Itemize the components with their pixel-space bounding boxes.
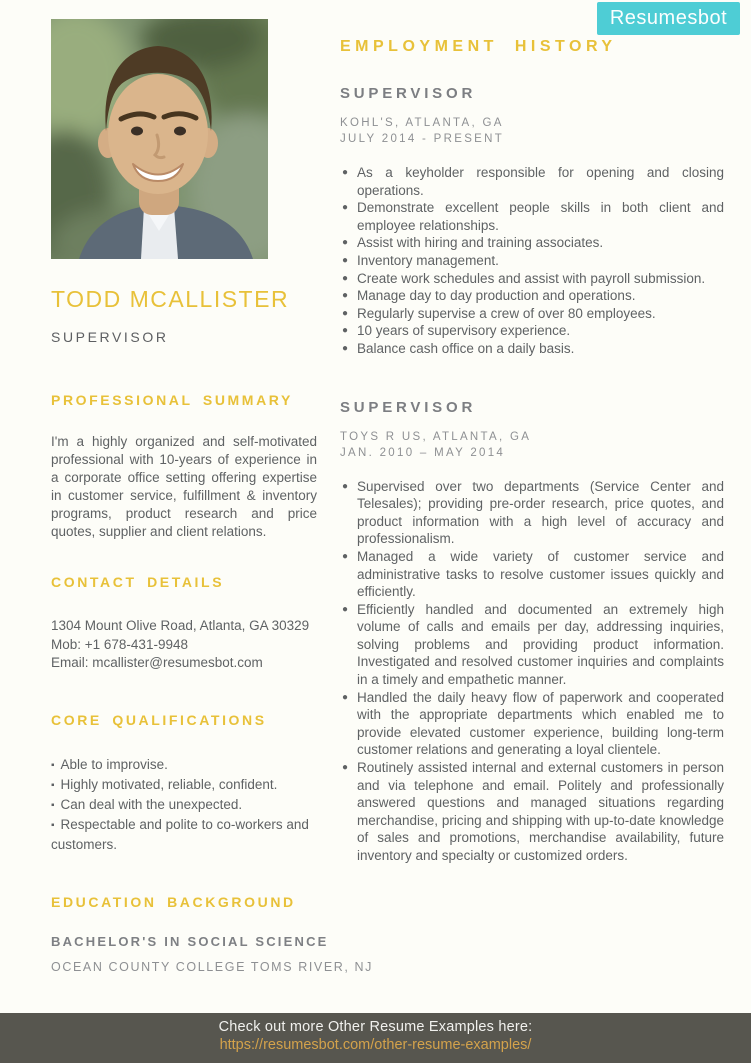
job-bullet-item xyxy=(340,252,724,270)
dot-bullet-icon: ● xyxy=(342,550,349,562)
contact-email: Email: mcallister@resumesbot.com xyxy=(51,655,263,670)
job-bullet-item xyxy=(340,689,724,759)
job-bullet-text: As a keyholder responsible for opening and closing operations. xyxy=(357,165,724,198)
job-entry-toysrus xyxy=(340,399,724,865)
job-bullet-item xyxy=(340,164,724,199)
dot-bullet-icon: ● xyxy=(342,762,349,774)
job-dates: JULY 2014 - PRESENT xyxy=(340,133,505,145)
job-bullet-text: 10 years of supervisory experience. xyxy=(357,323,571,339)
job-bullet-item xyxy=(340,199,724,234)
job-dates: JAN. 2010 – MAY 2014 xyxy=(340,446,506,459)
qualification-text: Highly motivated, reliable, confident. xyxy=(60,776,278,792)
dot-bullet-icon: ● xyxy=(342,272,349,284)
job-meta xyxy=(340,115,724,147)
square-bullet-icon: ▪ xyxy=(51,799,55,811)
dot-bullet-icon: ● xyxy=(342,325,349,337)
contact-address: 1304 Mount Olive Road, Atlanta, GA 30329 xyxy=(51,618,310,633)
section-heading-education-background: EDUCATION BACKGROUND xyxy=(51,893,296,910)
dot-bullet-icon: ● xyxy=(342,202,349,214)
resumesbot-badge: Resumesbot xyxy=(597,2,740,35)
job-bullet-text: Routinely assisted internal and external customers in person and via telephone and email. Politely and professionally answered questions and managed situations regarding merchandise, pricing and shipping with up-to-date knowledge of sales and promotions, merchandise availability, future inventory and specialty or customized orders. xyxy=(357,760,724,863)
job-bullet-text: Regularly supervise a crew of over 80 employees. xyxy=(357,305,656,321)
job-bullet-text: Handled the daily heavy flow of paperwork and cooperated with the appropriate departments which enabled me to provide elevated customer experience, building long-term customer relations and generating a loyal clientele. xyxy=(357,689,724,758)
job-title: SUPERVISOR xyxy=(340,398,477,416)
dot-bullet-icon: ● xyxy=(342,603,349,615)
job-meta xyxy=(340,429,724,461)
section-heading-employment-history: EMPLOYMENT HISTORY xyxy=(340,38,617,55)
job-bullet-item xyxy=(340,478,724,548)
job-bullet-text: Inventory management. xyxy=(357,252,499,268)
summary-text: I'm a highly organized and self-motivated professional with 10-years of experience in a corporate office setting offering expertise in customer service, fulfillment & inventory programs, product research and price quotes, supplier and client relations. xyxy=(51,434,317,539)
section-heading-professional-summary: PROFESSIONAL SUMMARY xyxy=(51,392,293,408)
job-bullet-item xyxy=(340,759,724,865)
square-bullet-icon: ▪ xyxy=(51,819,55,831)
dot-bullet-icon: ● xyxy=(342,480,349,492)
job-bullet-item xyxy=(340,234,724,252)
qualification-item xyxy=(51,816,317,854)
job-bullet-text: Balance cash office on a daily basis. xyxy=(357,340,575,356)
contact-block xyxy=(51,617,317,673)
education-degree: BACHELOR'S IN SOCIAL SCIENCE xyxy=(51,933,329,949)
right-column xyxy=(340,0,724,865)
job-bullet-text: Managed a wide variety of customer service and administrative tasks to resolve customer issues quickly and efficiently. xyxy=(357,548,724,600)
section-heading-contact-details: CONTACT DETAILS xyxy=(51,574,225,590)
job-bullet-list xyxy=(340,164,724,358)
dot-bullet-icon: ● xyxy=(342,691,349,703)
qualifications-list xyxy=(51,756,317,854)
candidate-name: TODD MCALLISTER xyxy=(51,286,290,312)
education-school: OCEAN COUNTY COLLEGE TOMS RIVER, NJ xyxy=(51,959,374,974)
job-bullet-text: Supervised over two departments (Service Center and Telesales); providing pre-order research, price quotes, and product information with a high level of accuracy and professionalism. xyxy=(357,478,724,547)
dot-bullet-icon: ● xyxy=(342,237,349,249)
left-column xyxy=(51,0,374,974)
qualification-item xyxy=(51,796,317,816)
job-bullet-text: Efficiently handled and documented an extremely high volume of calls and emails per day, addressing inquiries, solving problems and providing product information. Investigated and resolved customer inquiries and complaints in a timely and empathetic manner. xyxy=(357,601,724,688)
dot-bullet-icon: ● xyxy=(342,342,349,354)
job-bullet-item xyxy=(340,270,724,288)
job-entry-kohls xyxy=(340,85,724,358)
footer-link[interactable]: https://resumesbot.com/other-resume-examples/ xyxy=(219,1037,532,1053)
portrait-illustration xyxy=(51,19,268,259)
job-bullet-item xyxy=(340,340,724,358)
job-bullet-item xyxy=(340,305,724,323)
job-company: KOHL'S, ATLANTA, GA xyxy=(340,117,504,129)
job-bullet-item xyxy=(340,601,724,689)
job-bullet-text: Assist with hiring and training associates. xyxy=(357,235,604,251)
candidate-title: SUPERVISOR xyxy=(51,329,169,345)
dot-bullet-icon: ● xyxy=(342,167,349,178)
square-bullet-icon: ▪ xyxy=(51,759,55,771)
profile-photo xyxy=(51,19,268,259)
dot-bullet-icon: ● xyxy=(342,290,349,302)
footer-text: Check out more Other Resume Examples here: xyxy=(218,1019,533,1035)
contact-mobile: Mob: +1 678-431-9948 xyxy=(51,636,188,652)
job-company: TOYS R US, ATLANTA, GA xyxy=(340,430,532,443)
qualification-text: Able to improvise. xyxy=(60,756,168,772)
job-bullet-item xyxy=(340,322,724,340)
job-bullet-item xyxy=(340,287,724,305)
qualification-text: Respectable and polite to co-workers and customers. xyxy=(51,816,309,852)
job-bullet-text: Manage day to day production and operations. xyxy=(357,288,636,304)
qualification-item xyxy=(51,776,317,796)
job-bullet-item xyxy=(340,548,724,601)
job-title: SUPERVISOR xyxy=(340,85,477,102)
dot-bullet-icon: ● xyxy=(342,254,349,266)
qualification-text: Can deal with the unexpected. xyxy=(60,796,243,812)
footer xyxy=(0,1013,751,1063)
job-bullet-text: Demonstrate excellent people skills in both client and employee relationships. xyxy=(357,200,724,233)
section-heading-core-qualifications: CORE QUALIFICATIONS xyxy=(51,711,267,728)
qualification-item xyxy=(51,756,317,776)
job-bullet-text: Create work schedules and assist with payroll submission. xyxy=(357,270,706,286)
job-bullet-list xyxy=(340,478,724,865)
square-bullet-icon: ▪ xyxy=(51,779,55,791)
dot-bullet-icon: ● xyxy=(342,307,349,319)
